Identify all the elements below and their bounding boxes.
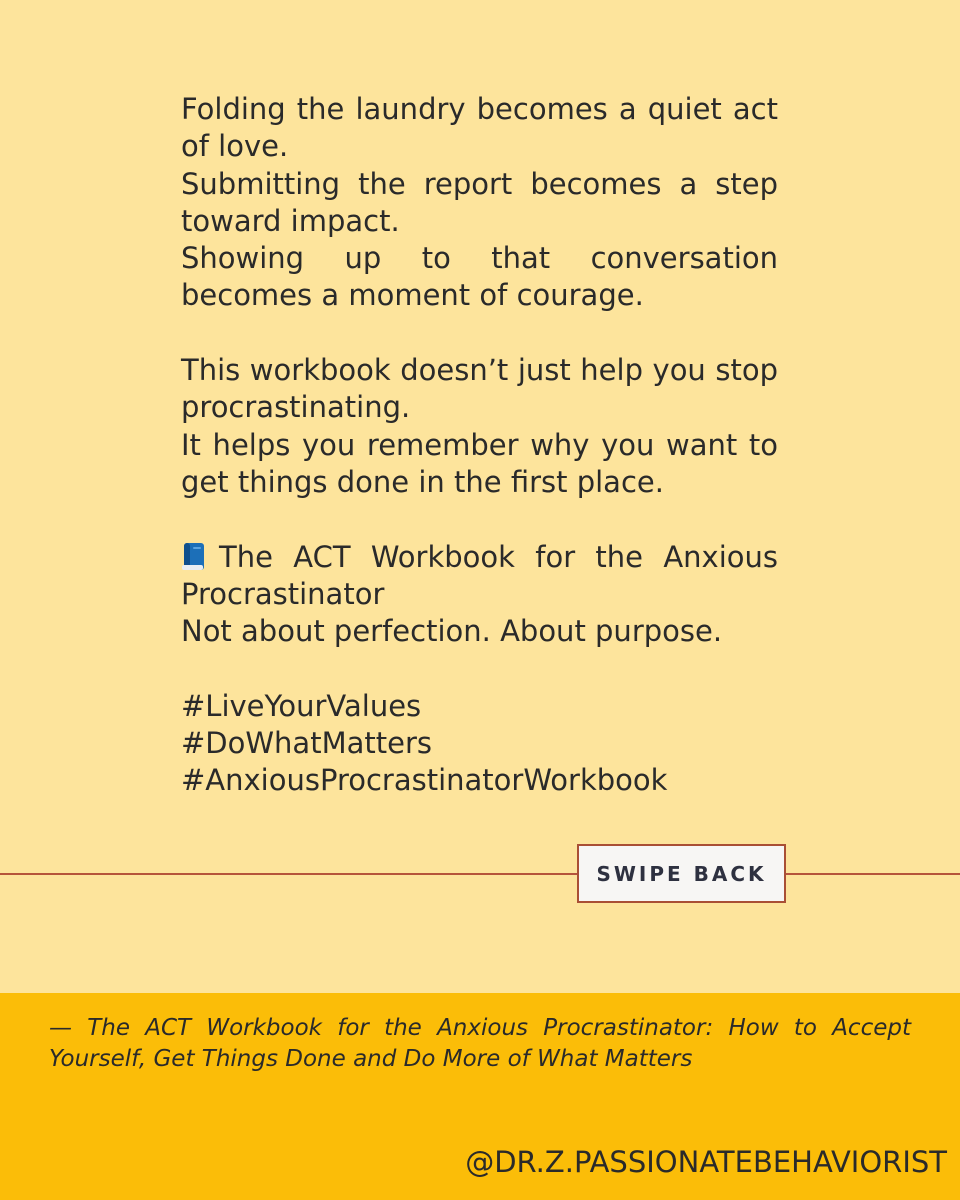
text-line: Folding the laundry becomes a quiet act of love. [181, 92, 778, 164]
hashtag[interactable]: #DoWhatMatters [181, 726, 432, 761]
blue-book-icon [181, 542, 205, 571]
swipe-back-button[interactable]: SWIPE BACK [577, 844, 786, 903]
paragraph-reframes [181, 91, 778, 315]
hashtags [181, 688, 778, 800]
book-title: The ACT Workbook for the Anxious Procrastinator [181, 539, 778, 611]
text-line: It helps you remember why you want to get things done in the first place. [181, 427, 778, 499]
text-line: Showing up to that conversation becomes a moment of courage. [181, 241, 778, 313]
main-text [181, 91, 778, 837]
book-citation: — The ACT Workbook for the Anxious Procrastinator: How to Accept Yourself, Get Things Done and Do More of What Matters [49, 1015, 911, 1072]
book-title-line [181, 539, 778, 614]
hashtag[interactable]: #LiveYourValues [181, 688, 422, 723]
text-line: Submitting the report becomes a step toward impact. [181, 166, 778, 238]
divider-line [0, 873, 960, 875]
book-tagline: Not about perfection. About purpose. [181, 614, 723, 649]
paragraph-book [181, 539, 778, 651]
text-line: This workbook doesn’t just help you stop procrastinating. [181, 353, 778, 425]
paragraph-workbook [181, 352, 778, 501]
hashtag[interactable]: #AnxiousProcrastinatorWorkbook [181, 763, 668, 798]
author-handle: @DR.Z.PASSIONATEBEHAVIORIST [465, 1145, 947, 1179]
footer-band [0, 993, 960, 1200]
